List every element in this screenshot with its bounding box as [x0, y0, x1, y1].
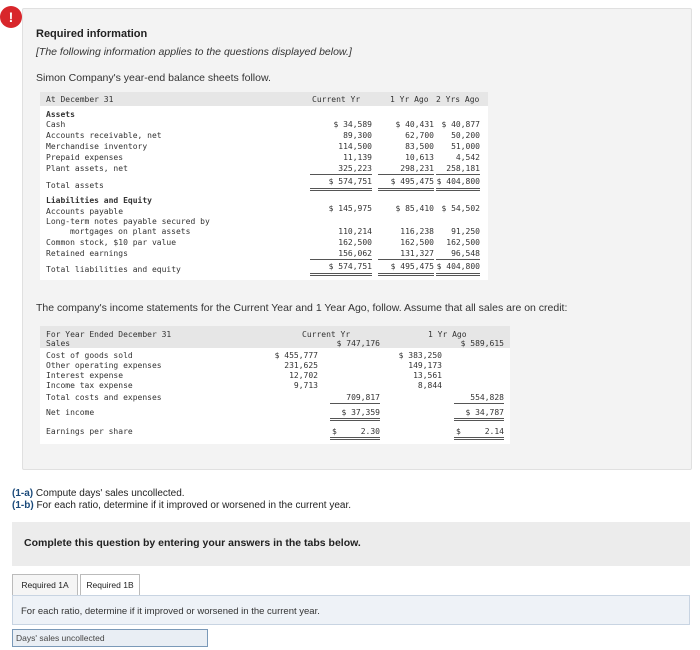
tab-instruction-bar	[12, 595, 690, 625]
tax-prev: 8,844	[417, 381, 442, 390]
complete-question-text: Complete this question by entering your answers in the tabs below.	[24, 537, 361, 549]
tab-instruction-text: For each ratio, determine if it improved or worsened in the current year.	[21, 606, 320, 617]
subtotal-rule	[454, 403, 504, 404]
cell-y2: 51,000	[451, 142, 480, 151]
sales-cur: $ 747,176	[336, 339, 380, 348]
total-double-rule	[454, 418, 504, 421]
total-costs-prev: 554,828	[470, 393, 504, 402]
subtotal-rule	[310, 259, 372, 260]
total-double-rule	[436, 273, 480, 276]
row-label: Retained earnings	[46, 249, 128, 258]
cogs-cur: $ 455,777	[274, 351, 318, 360]
total-costs-cur: 709,817	[346, 393, 380, 402]
col-1-yr-ago: 1 Yr Ago	[428, 330, 467, 339]
row-label: Interest expense	[46, 371, 124, 380]
tab-required-1b[interactable]: Required 1B	[80, 574, 140, 596]
eps-prev-sign: $	[456, 427, 461, 436]
cell-cur: $ 145,975	[328, 204, 372, 213]
col-at-december: At December 31	[46, 95, 114, 104]
balance-sheet-header	[40, 92, 488, 106]
total-le-label: Total liabilities and equity	[46, 265, 181, 274]
cell-cur: 114,500	[338, 142, 372, 151]
total-double-rule	[378, 188, 434, 191]
row-label: Plant assets, net	[46, 164, 128, 173]
row-label: Earnings per share	[46, 427, 133, 436]
question-1a-text: Compute days' sales uncollected.	[35, 488, 185, 499]
complete-question-banner	[12, 522, 690, 566]
total-double-rule	[454, 437, 504, 440]
eps-cur-sign: $	[332, 427, 337, 436]
row-label: Cash	[46, 120, 66, 129]
cell-cur: 162,500	[338, 238, 372, 247]
tax-cur: 9,713	[293, 381, 318, 390]
cell-cur: 11,139	[343, 153, 372, 162]
cell-y2: $ 54,502	[441, 204, 480, 213]
row-label: Other operating expenses	[46, 361, 162, 370]
subtotal-rule	[436, 259, 480, 260]
col-2-yrs-ago: 2 Yrs Ago	[436, 95, 480, 104]
days-sales-uncollected-label: Days' sales uncollected	[16, 633, 105, 643]
total-le-y2: $ 404,800	[436, 262, 480, 271]
subtotal-rule	[436, 174, 480, 175]
assets-heading: Assets	[46, 110, 75, 119]
cell-cur: 156,062	[338, 249, 372, 258]
total-double-rule	[310, 188, 372, 191]
row-label: Sales	[46, 339, 71, 348]
subtotal-rule	[378, 174, 434, 175]
cell-cur: 325,223	[338, 164, 372, 173]
col-current-yr: Current Yr	[302, 330, 351, 339]
row-label: Income tax expense	[46, 381, 133, 390]
balance-sheet-table	[40, 92, 488, 280]
cogs-prev: $ 383,250	[398, 351, 442, 360]
cell-y2: 91,250	[451, 227, 480, 236]
cell-y1: 10,613	[405, 153, 434, 162]
cell-y1: 162,500	[400, 238, 434, 247]
row-label: Accounts receivable, net	[46, 131, 162, 140]
interest-prev: 13,561	[413, 371, 442, 380]
required-info-title: Required information	[36, 28, 148, 40]
cell-y1: 116,238	[400, 227, 434, 236]
total-double-rule	[330, 437, 380, 440]
cell-y1: 131,327	[400, 249, 434, 258]
cell-y1: 83,500	[405, 142, 434, 151]
row-label: Prepaid expenses	[46, 153, 124, 162]
balance-sheet-intro: Simon Company's year-end balance sheets follow.	[36, 72, 271, 84]
total-double-rule	[310, 273, 372, 276]
cell-y1: $ 85,410	[395, 204, 434, 213]
cell-cur: $ 34,589	[333, 120, 372, 129]
total-double-rule	[436, 188, 480, 191]
cell-y2: 96,548	[451, 249, 480, 258]
cell-y1: 62,700	[405, 131, 434, 140]
row-label: Common stock, $10 par value	[46, 238, 177, 247]
total-le-y1: $ 495,475	[390, 262, 434, 271]
cell-cur: 89,300	[343, 131, 372, 140]
cell-y1: 298,231	[400, 164, 434, 173]
row-label: mortgages on plant assets	[70, 227, 191, 236]
row-label: Accounts payable	[46, 207, 124, 216]
income-statement-table	[40, 326, 510, 444]
row-label: Merchandise inventory	[46, 142, 148, 151]
subtotal-rule	[330, 403, 380, 404]
subtotal-rule	[310, 174, 372, 175]
interest-cur: 12,702	[289, 371, 318, 380]
total-assets-label: Total assets	[46, 181, 104, 190]
tab-required-1a[interactable]: Required 1A	[12, 574, 78, 596]
alert-icon: !	[0, 6, 22, 28]
total-double-rule	[330, 418, 380, 421]
row-label: Net income	[46, 408, 95, 417]
eps-cur: 2.30	[360, 427, 380, 436]
question-1a	[12, 488, 185, 499]
cell-y1: $ 40,431	[395, 120, 434, 129]
cell-y2: 4,542	[455, 153, 480, 162]
row-label: Long-term notes payable secured by	[46, 217, 210, 226]
row-label: Total costs and expenses	[46, 393, 162, 402]
total-assets-y1: $ 495,475	[390, 177, 434, 186]
col-year-ended: For Year Ended December 31	[46, 330, 172, 339]
subtotal-rule	[378, 259, 434, 260]
question-1a-number: (1-a)	[12, 488, 34, 499]
total-double-rule	[378, 273, 434, 276]
row-label: Cost of goods sold	[46, 351, 133, 360]
col-current-yr: Current Yr	[312, 95, 361, 104]
total-assets-cur: $ 574,751	[328, 177, 372, 186]
cell-y2: 50,200	[451, 131, 480, 140]
income-statement-intro: The company's income statements for the Current Year and 1 Year Ago, follow. Assume that all sales are on credit:	[36, 302, 568, 314]
days-sales-uncollected-row[interactable]	[12, 629, 208, 647]
cell-y2: 258,181	[446, 164, 480, 173]
liabilities-heading: Liabilities and Equity	[46, 196, 152, 205]
sales-prev: $ 589,615	[460, 339, 504, 348]
col-1-yr-ago: 1 Yr Ago	[390, 95, 429, 104]
eps-prev: 2.14	[484, 427, 504, 436]
net-income-prev: $ 34,787	[465, 408, 504, 417]
opex-prev: 149,173	[408, 361, 442, 370]
net-income-cur: $ 37,359	[341, 408, 380, 417]
total-le-cur: $ 574,751	[328, 262, 372, 271]
question-1b-number: (1-b)	[12, 500, 34, 511]
cell-y2: 162,500	[446, 238, 480, 247]
question-1b	[12, 500, 351, 511]
question-1b-text: For each ratio, determine if it improved or worsened in the current year.	[36, 500, 352, 511]
cell-y2: $ 40,877	[441, 120, 480, 129]
opex-cur: 231,625	[284, 361, 318, 370]
info-note: [The following information applies to the questions displayed below.]	[36, 46, 352, 58]
total-assets-y2: $ 404,800	[436, 177, 480, 186]
cell-cur: 110,214	[338, 227, 372, 236]
